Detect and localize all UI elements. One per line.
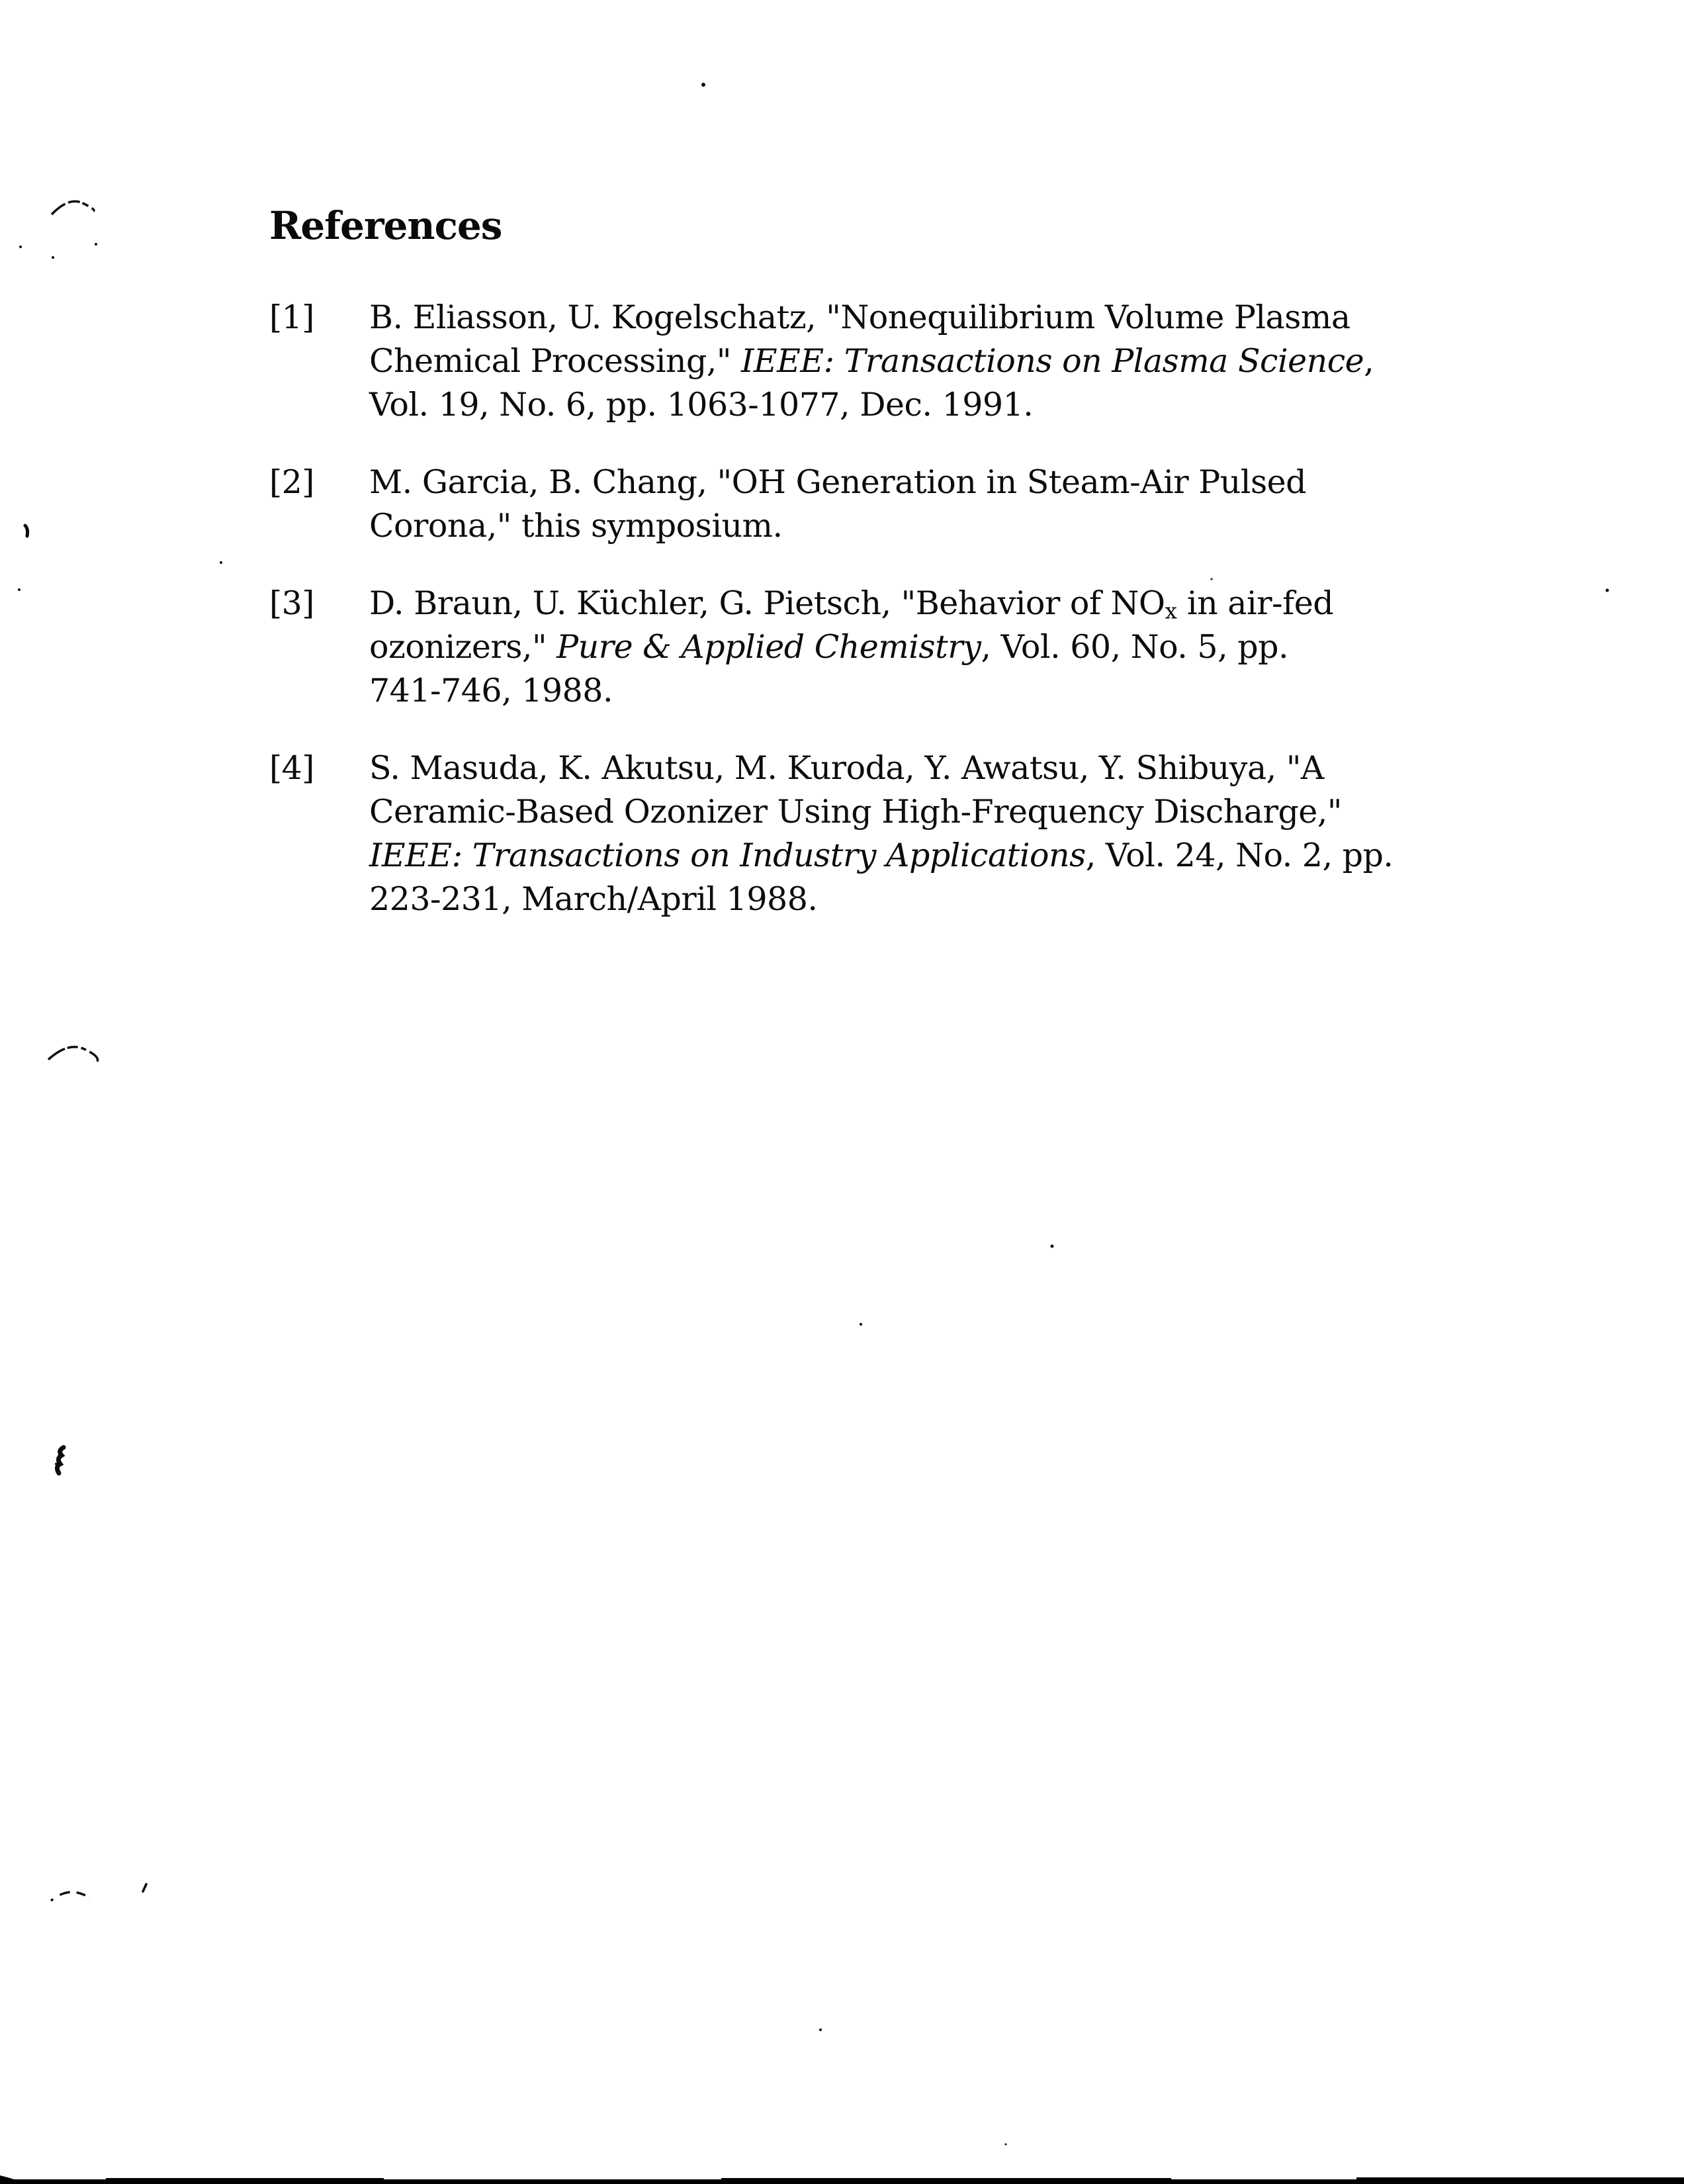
bottom-scan-edge <box>0 2175 1684 2184</box>
reference-text-part: S. Masuda, K. Akutsu, M. Kuroda, Y. Awatsu, Y. Shibuya, "A <box>369 749 1324 787</box>
reference-line <box>369 582 1527 625</box>
dashed-arc-bottom-left <box>51 1892 90 1901</box>
pen-arc-top-left <box>52 201 94 214</box>
reference-text <box>369 296 1527 427</box>
reference-line <box>369 834 1527 878</box>
reference-number: [1] <box>269 298 314 336</box>
reference-line <box>369 383 1527 427</box>
ink-squiggle-left <box>57 1447 64 1473</box>
reference-line <box>369 669 1527 713</box>
journal-title: IEEE: Transactions on Plasma Science <box>741 342 1364 380</box>
reference-text-part: 741-746, 1988. <box>369 672 613 709</box>
reference-text-part: in air-fed <box>1176 584 1334 622</box>
journal-title: IEEE: Transactions on Industry Applications <box>369 837 1086 874</box>
reference-text-part: Corona," this symposium. <box>369 507 783 545</box>
reference-line <box>369 625 1527 669</box>
reference-line <box>369 461 1527 504</box>
reference-item <box>269 747 1527 921</box>
reference-text-part: B. Eliasson, U. Kogelschatz, "Nonequilibrium Volume Plasma <box>369 298 1351 336</box>
stray-tick-bottom <box>143 1884 146 1891</box>
reference-text-part: , Vol. 60, No. 5, pp. <box>981 628 1289 666</box>
reference-line <box>369 878 1527 921</box>
reference-text-part: M. Garcia, B. Chang, "OH Generation in Steam-Air Pulsed <box>369 463 1306 501</box>
reference-number: [3] <box>269 584 314 622</box>
journal-title: Pure & Applied Chemistry <box>556 628 981 666</box>
reference-number: [2] <box>269 463 314 501</box>
reference-line <box>369 340 1527 383</box>
reference-text-part: Vol. 19, No. 6, pp. 1063-1077, Dec. 1991. <box>369 386 1034 424</box>
reference-text-part: Ceramic-Based Ozonizer Using High-Frequency Discharge," <box>369 793 1342 831</box>
reference-text <box>369 461 1527 548</box>
reference-text <box>369 747 1527 921</box>
reference-item <box>269 582 1527 713</box>
reference-text-part: , Vol. 24, No. 2, pp. <box>1085 837 1394 874</box>
reference-text-part: D. Braun, U. Küchler, G. Pietsch, "Behavior of NO <box>369 584 1165 622</box>
stray-tick-left <box>25 525 28 536</box>
reference-line <box>369 296 1527 340</box>
reference-line <box>369 747 1527 790</box>
pen-arc-middle-left <box>48 1047 98 1062</box>
reference-text-part: 223-231, March/April 1988. <box>369 880 818 918</box>
reference-text-part: Chemical Processing," <box>369 342 741 380</box>
reference-list <box>269 296 1527 955</box>
reference-item <box>269 461 1527 548</box>
reference-number: [4] <box>269 749 314 787</box>
page-title: References <box>269 203 502 248</box>
reference-text <box>369 582 1527 713</box>
reference-text-part: ozonizers," <box>369 628 557 666</box>
reference-line <box>369 790 1527 834</box>
reference-line <box>369 504 1527 548</box>
reference-text-part: , <box>1364 342 1374 380</box>
reference-item <box>269 296 1527 427</box>
subscript: x <box>1165 598 1177 624</box>
